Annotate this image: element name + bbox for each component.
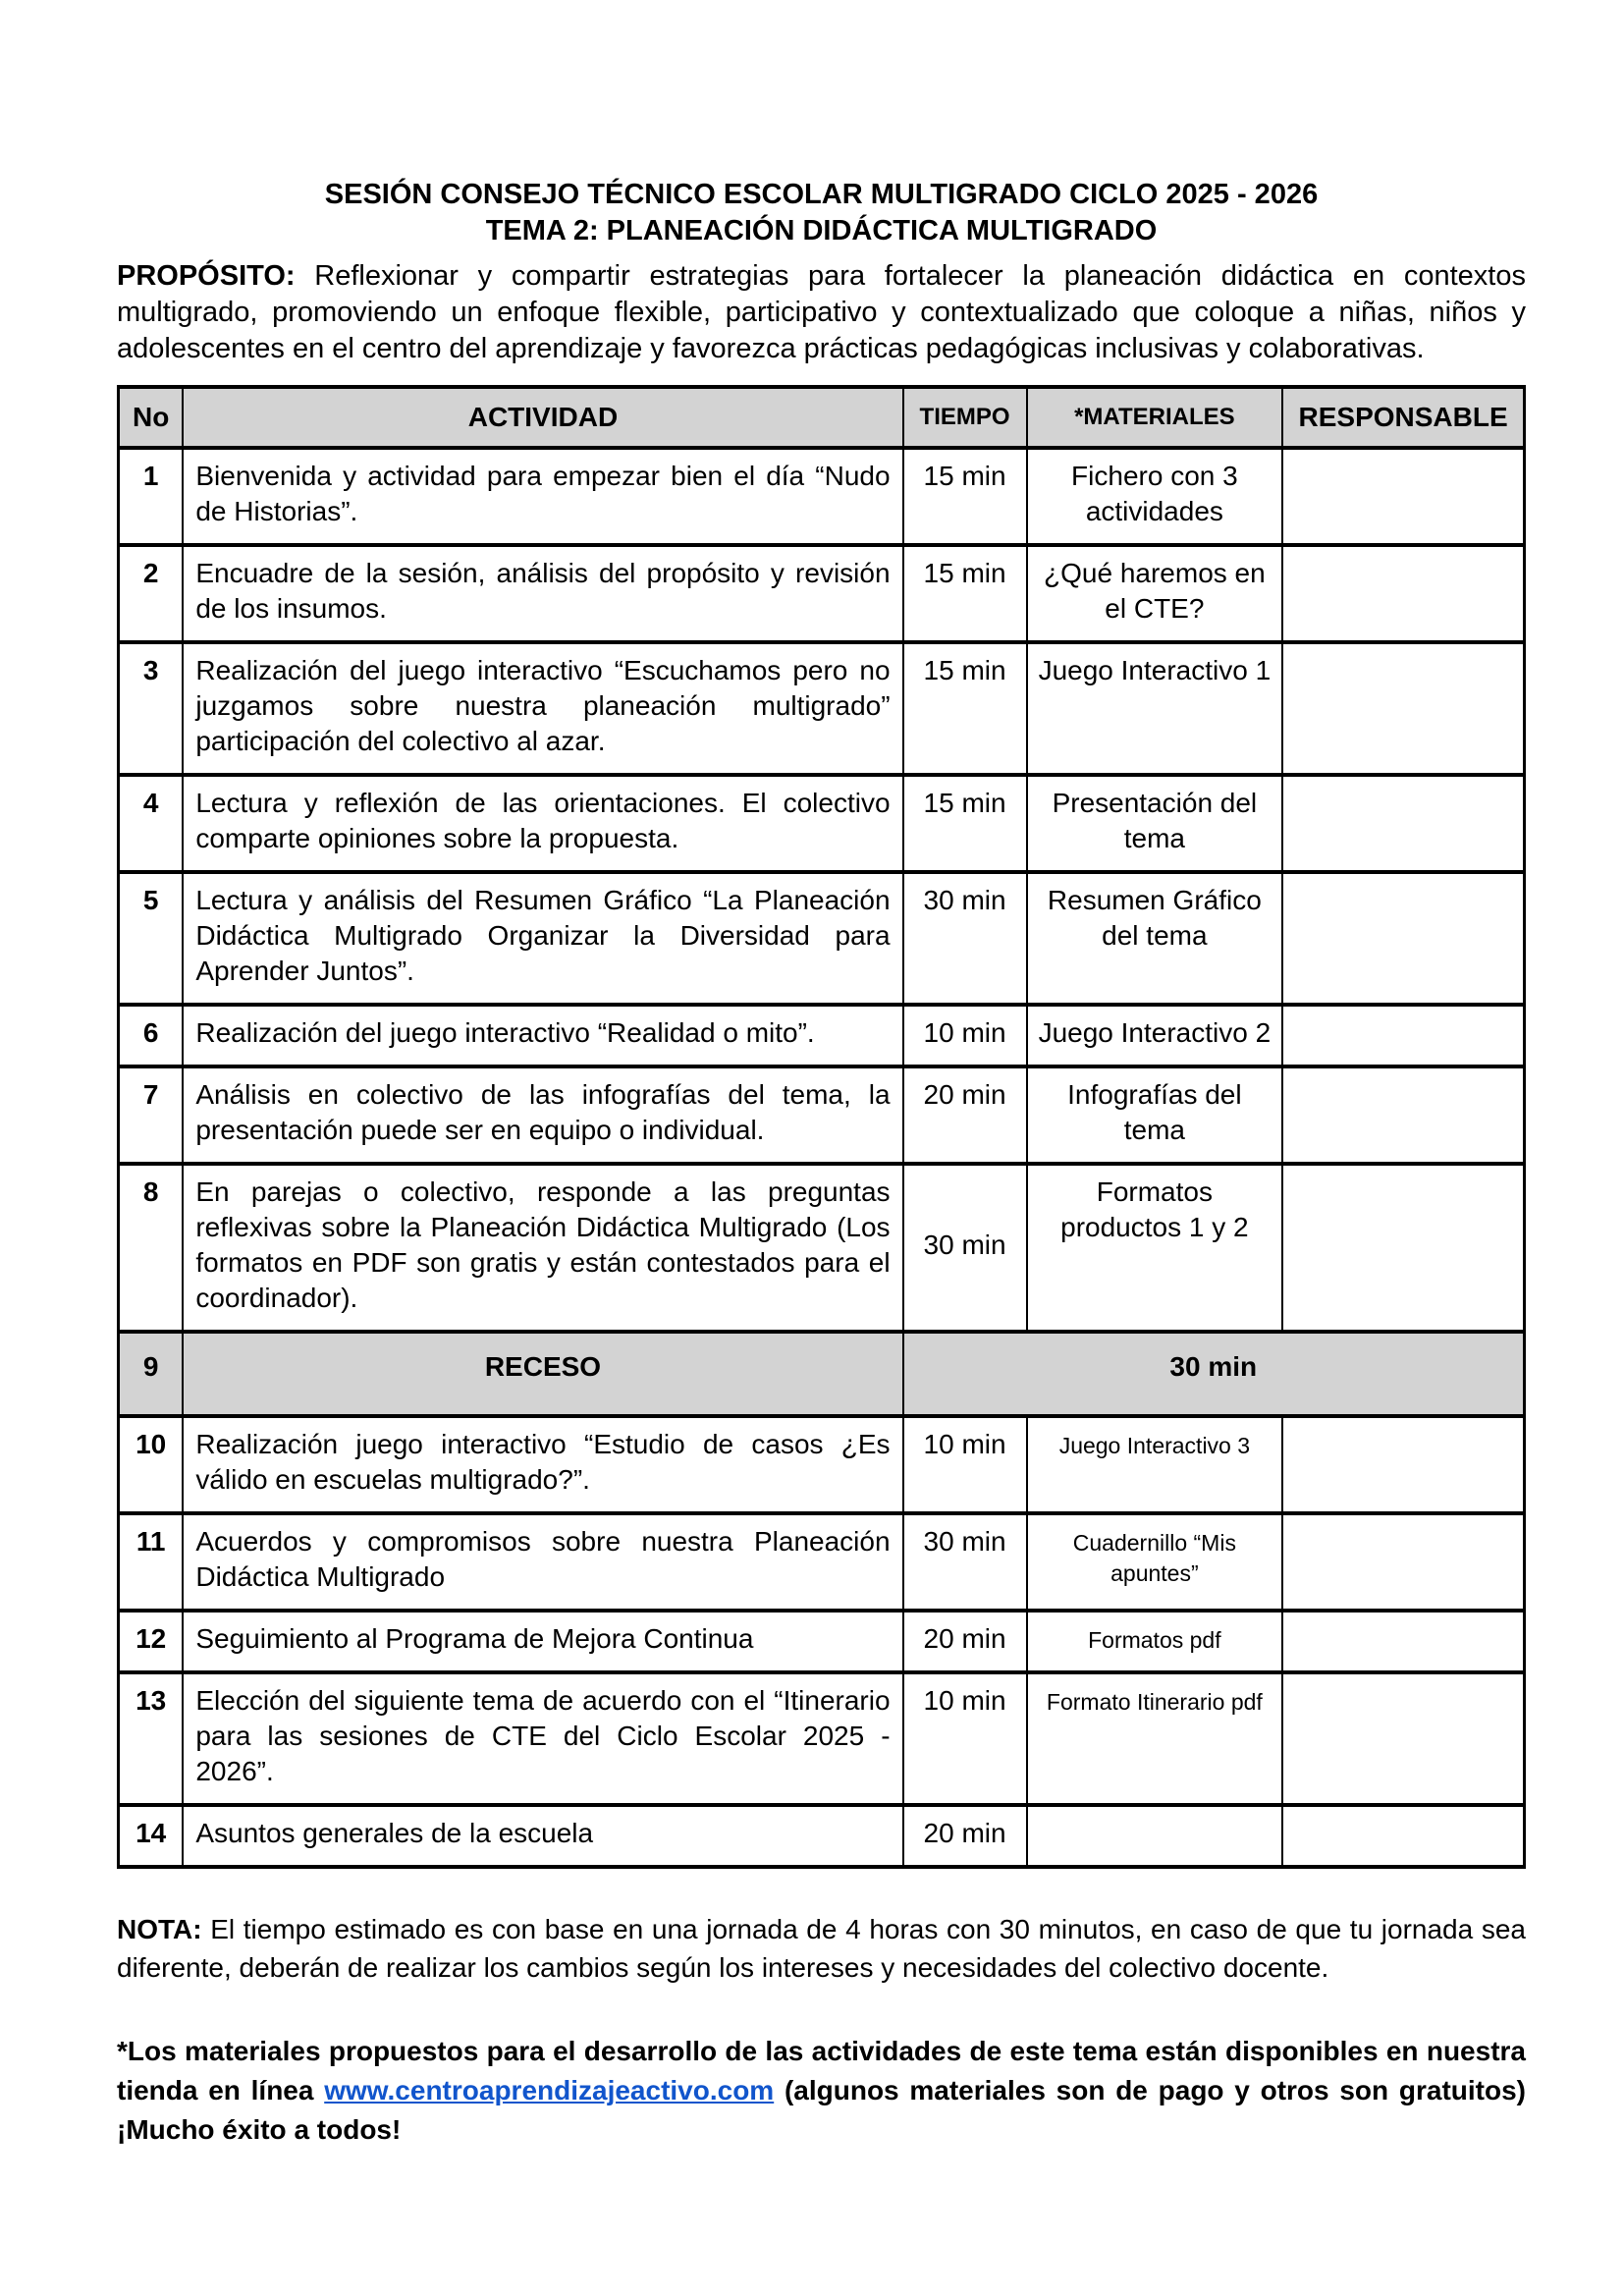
cell-actividad: Elección del siguiente tema de acuerdo con el “Itinerario para las sesiones de CTE del Ciclo Escolar 2025 - 2026”. <box>183 1672 902 1805</box>
cell-tiempo: 30 min <box>903 1164 1027 1332</box>
cell-materiales: Juego Interactivo 1 <box>1027 642 1283 775</box>
nota-paragraph <box>117 1910 1526 1987</box>
table-row-5 <box>119 872 1525 1005</box>
cell-materiales: Formatos pdf <box>1027 1611 1283 1672</box>
cell-tiempo: 20 min <box>903 1611 1027 1672</box>
cell-actividad: Encuadre de la sesión, análisis del propósito y revisión de los insumos. <box>183 545 902 642</box>
store-link[interactable]: www.centroaprendizajeactivo.com <box>324 2075 775 2105</box>
cell-no: 1 <box>119 448 184 545</box>
cell-tiempo: 10 min <box>903 1005 1027 1066</box>
table-row-7 <box>119 1066 1525 1164</box>
col-header-tiempo: TIEMPO <box>903 387 1027 448</box>
proposito-paragraph <box>117 258 1526 367</box>
table-row-10 <box>119 1416 1525 1513</box>
cell-materiales: Formato Itinerario pdf <box>1027 1672 1283 1805</box>
cell-materiales: Infografías del tema <box>1027 1066 1283 1164</box>
cell-materiales: Formatos productos 1 y 2 <box>1027 1164 1283 1332</box>
table-row-1 <box>119 448 1525 545</box>
cell-tiempo: 10 min <box>903 1416 1027 1513</box>
cell-no: 5 <box>119 872 184 1005</box>
cell-receso-tiempo: 30 min <box>903 1332 1525 1416</box>
table-row-11 <box>119 1513 1525 1611</box>
cell-responsable <box>1282 1005 1524 1066</box>
cell-actividad: Análisis en colectivo de las infografías del tema, la presentación puede ser en equipo o individual. <box>183 1066 902 1164</box>
cell-responsable <box>1282 1672 1524 1805</box>
table-row-6 <box>119 1005 1525 1066</box>
cell-no: 8 <box>119 1164 184 1332</box>
cell-receso-label: RECESO <box>183 1332 902 1416</box>
cell-materiales: Cuadernillo “Mis apuntes” <box>1027 1513 1283 1611</box>
cell-tiempo: 15 min <box>903 545 1027 642</box>
cell-no: 11 <box>119 1513 184 1611</box>
table-row-3 <box>119 642 1525 775</box>
table-row-4 <box>119 775 1525 872</box>
proposito-label: PROPÓSITO: <box>117 260 296 292</box>
cell-no: 10 <box>119 1416 184 1513</box>
cell-materiales: Juego Interactivo 3 <box>1027 1416 1283 1513</box>
cell-materiales: Fichero con 3 actividades <box>1027 448 1283 545</box>
cell-actividad: Realización del juego interactivo “Realidad o mito”. <box>183 1005 902 1066</box>
cell-responsable <box>1282 1164 1524 1332</box>
cell-tiempo: 20 min <box>903 1066 1027 1164</box>
cell-actividad: Lectura y análisis del Resumen Gráfico “La Planeación Didáctica Multigrado Organizar la Diversidad para Aprender Juntos”. <box>183 872 902 1005</box>
cell-responsable <box>1282 1066 1524 1164</box>
col-header-no: No <box>119 387 184 448</box>
cell-no: 7 <box>119 1066 184 1164</box>
nota-label: NOTA: <box>117 1914 202 1944</box>
table-header-row <box>119 387 1525 448</box>
cell-no: 9 <box>119 1332 184 1416</box>
page-title <box>117 177 1526 249</box>
table-row-14 <box>119 1805 1525 1867</box>
table-row-12 <box>119 1611 1525 1672</box>
cell-tiempo: 30 min <box>903 1513 1027 1611</box>
table-row-2 <box>119 545 1525 642</box>
cell-actividad: Realización juego interactivo “Estudio de casos ¿Es válido en escuelas multigrado?”. <box>183 1416 902 1513</box>
cell-materiales: ¿Qué haremos en el CTE? <box>1027 545 1283 642</box>
cell-responsable <box>1282 1513 1524 1611</box>
footer-text-part1: *Los materiales propuestos para el desarrollo de las actividades de este tema están disponibles en nuestra tienda en línea <box>117 2036 1526 2105</box>
cell-no: 6 <box>119 1005 184 1066</box>
table-row-8 <box>119 1164 1525 1332</box>
cell-responsable <box>1282 448 1524 545</box>
footer-text-part2: (algunos materiales son de pago y otros son gratuitos) ¡Mucho éxito a todos! <box>117 2075 1526 2145</box>
cell-no: 13 <box>119 1672 184 1805</box>
receso-row <box>119 1332 1525 1416</box>
page-title-line-2: TEMA 2: PLANEACIÓN DIDÁCTICA MULTIGRADO <box>485 215 1158 246</box>
cell-responsable <box>1282 1611 1524 1672</box>
cell-actividad: Realización del juego interactivo “Escuchamos pero no juzgamos sobre nuestra planeación multigrado” participación del colectivo al azar. <box>183 642 902 775</box>
cell-tiempo: 15 min <box>903 775 1027 872</box>
cell-materiales: Presentación del tema <box>1027 775 1283 872</box>
cell-actividad: Bienvenida y actividad para empezar bien el día “Nudo de Historias”. <box>183 448 902 545</box>
cell-actividad: En parejas o colectivo, responde a las preguntas reflexivas sobre la Planeación Didáctica Multigrado (Los formatos en PDF son gratis y están contestados para el coordinador). <box>183 1164 902 1332</box>
cell-responsable <box>1282 775 1524 872</box>
cell-tiempo: 15 min <box>903 448 1027 545</box>
cell-no: 4 <box>119 775 184 872</box>
nota-text: El tiempo estimado es con base en una jornada de 4 horas con 30 minutos, en caso de que tu jornada sea diferente, deberán de realizar los cambios según los intereses y necesidades del colectivo docente. <box>117 1914 1526 1983</box>
cell-tiempo: 10 min <box>903 1672 1027 1805</box>
cell-tiempo: 30 min <box>903 872 1027 1005</box>
col-header-materiales: *MATERIALES <box>1027 387 1283 448</box>
cell-actividad: Acuerdos y compromisos sobre nuestra Planeación Didáctica Multigrado <box>183 1513 902 1611</box>
cell-tiempo: 20 min <box>903 1805 1027 1867</box>
agenda-table <box>117 385 1526 1869</box>
cell-no: 3 <box>119 642 184 775</box>
table-row-13 <box>119 1672 1525 1805</box>
page-title-line-1: SESIÓN CONSEJO TÉCNICO ESCOLAR MULTIGRADO CICLO 2025 - 2026 <box>324 179 1319 210</box>
cell-responsable <box>1282 1416 1524 1513</box>
cell-actividad: Asuntos generales de la escuela <box>183 1805 902 1867</box>
cell-no: 12 <box>119 1611 184 1672</box>
proposito-text: Reflexionar y compartir estrategias para fortalecer la planeación didáctica en contextos multigrado, promoviendo un enfoque flexible, participativo y contextualizado que coloque a niñas, niños y adolescentes en el centro del aprendizaje y favorezca prácticas pedagógicas inclusivas y colaborativas. <box>117 260 1526 364</box>
cell-no: 2 <box>119 545 184 642</box>
cell-responsable <box>1282 1805 1524 1867</box>
cell-responsable <box>1282 642 1524 775</box>
cell-actividad: Lectura y reflexión de las orientaciones. El colectivo comparte opiniones sobre la propuesta. <box>183 775 902 872</box>
col-header-responsable: RESPONSABLE <box>1282 387 1524 448</box>
cell-materiales: Resumen Gráfico del tema <box>1027 872 1283 1005</box>
cell-responsable <box>1282 872 1524 1005</box>
cell-no: 14 <box>119 1805 184 1867</box>
cell-tiempo: 15 min <box>903 642 1027 775</box>
cell-actividad: Seguimiento al Programa de Mejora Continua <box>183 1611 902 1672</box>
cell-materiales: Juego Interactivo 2 <box>1027 1005 1283 1066</box>
cell-responsable <box>1282 545 1524 642</box>
col-header-actividad: ACTIVIDAD <box>183 387 902 448</box>
materials-footer-paragraph <box>117 2032 1526 2150</box>
cell-materiales <box>1027 1805 1283 1867</box>
